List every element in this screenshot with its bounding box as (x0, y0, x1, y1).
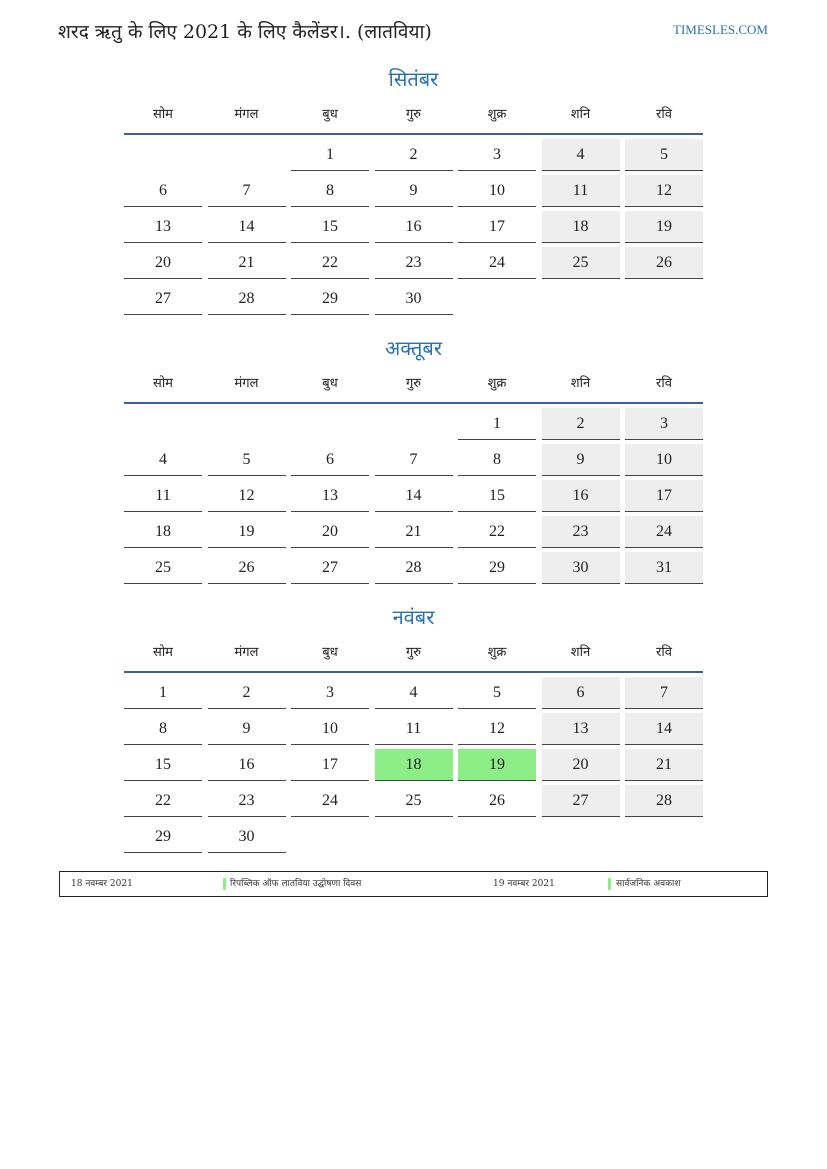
week-row (124, 552, 703, 588)
day-cell[interactable]: 15 (458, 480, 536, 512)
day-cell[interactable]: 17 (291, 749, 369, 781)
day-cell[interactable]: 1 (124, 677, 202, 709)
page-title: शरद ऋतु के लिए 2021 के लिए कैलेंडर।. (लातविया) (58, 21, 432, 43)
day-cell[interactable]: 13 (291, 480, 369, 512)
day-cell[interactable]: 31 (625, 552, 703, 584)
weekday-label: गुरु (405, 376, 422, 391)
day-cell[interactable]: 14 (375, 480, 453, 512)
site-link[interactable]: TIMESLES.COM (673, 22, 768, 37)
month-block (124, 333, 703, 588)
weekday-header (124, 366, 703, 398)
day-cell[interactable]: 27 (124, 283, 202, 315)
day-cell[interactable]: 9 (375, 175, 453, 207)
day-cell[interactable]: 4 (542, 139, 620, 171)
day-cell[interactable]: 4 (124, 444, 202, 476)
day-cell[interactable]: 21 (625, 749, 703, 781)
legend-date: 19 नवम्बर 2021 (493, 879, 555, 889)
day-cell[interactable]: 14 (625, 713, 703, 745)
day-cell[interactable]: 18 (124, 516, 202, 548)
weekday-label: मंगल (234, 107, 259, 122)
day-cell[interactable]: 11 (124, 480, 202, 512)
day-cell[interactable]: 27 (542, 785, 620, 817)
day-cell[interactable]: 15 (124, 749, 202, 781)
holiday-color-marker (223, 878, 226, 890)
day-cell[interactable]: 28 (375, 552, 453, 584)
weekday-label: शुक्र (487, 645, 507, 660)
day-cell[interactable]: 3 (625, 408, 703, 440)
day-cell[interactable]: 19 (208, 516, 286, 548)
day-cell[interactable]: 16 (375, 211, 453, 243)
empty-day-cell (625, 283, 703, 314)
day-cell[interactable]: 17 (625, 480, 703, 512)
day-cell[interactable]: 5 (458, 677, 536, 709)
month-title: अक्तूबर (385, 336, 442, 360)
weekday-label: मंगल (234, 645, 259, 660)
day-cell[interactable]: 16 (542, 480, 620, 512)
day-cell[interactable]: 12 (208, 480, 286, 512)
day-cell[interactable]: 15 (291, 211, 369, 243)
week-row (124, 821, 703, 857)
day-cell[interactable]: 7 (208, 175, 286, 207)
weekday-label: शनि (570, 645, 591, 660)
day-cell[interactable]: 24 (291, 785, 369, 817)
empty-day-cell (375, 408, 453, 439)
weekday-header (124, 97, 703, 129)
day-cell[interactable]: 8 (124, 713, 202, 745)
day-cell[interactable]: 7 (375, 444, 453, 476)
week-row (124, 247, 703, 283)
week-row (124, 749, 703, 785)
day-cell[interactable]: 6 (542, 677, 620, 709)
day-cell[interactable]: 30 (208, 821, 286, 853)
holiday-day-cell[interactable]: 19 (458, 749, 536, 781)
day-cell[interactable]: 6 (124, 175, 202, 207)
weekday-label: शुक्र (487, 107, 507, 122)
empty-day-cell (458, 283, 536, 314)
day-cell[interactable]: 22 (291, 247, 369, 279)
holiday-legend (59, 871, 768, 897)
weekday-label: रवि (656, 645, 672, 660)
day-cell[interactable]: 20 (124, 247, 202, 279)
day-cell[interactable]: 13 (542, 713, 620, 745)
day-cell[interactable]: 11 (542, 175, 620, 207)
month-title: सितंबर (388, 67, 439, 91)
legend-holiday-name: सार्वजनिक अवकाश (616, 879, 681, 889)
header-divider (124, 671, 703, 673)
day-cell[interactable]: 7 (625, 677, 703, 709)
day-cell[interactable]: 29 (291, 283, 369, 315)
day-cell[interactable]: 19 (625, 211, 703, 243)
day-cell[interactable]: 26 (625, 247, 703, 279)
day-cell[interactable]: 10 (291, 713, 369, 745)
day-cell[interactable]: 20 (291, 516, 369, 548)
day-cell[interactable]: 6 (291, 444, 369, 476)
legend-date: 18 नवम्बर 2021 (71, 879, 133, 889)
day-cell[interactable]: 27 (291, 552, 369, 584)
month-block (124, 64, 703, 319)
day-cell[interactable]: 28 (625, 785, 703, 817)
day-cell[interactable]: 22 (124, 785, 202, 817)
day-cell[interactable]: 25 (375, 785, 453, 817)
week-row (124, 408, 703, 444)
day-cell[interactable]: 18 (542, 211, 620, 243)
weekday-label: शनि (570, 107, 591, 122)
day-cell[interactable]: 26 (458, 785, 536, 817)
day-cell[interactable]: 25 (542, 247, 620, 279)
day-cell[interactable]: 8 (458, 444, 536, 476)
day-cell[interactable]: 24 (458, 247, 536, 279)
week-row (124, 139, 703, 175)
weekday-label: रवि (656, 107, 672, 122)
weekday-label: मंगल (234, 376, 259, 391)
weekday-label: सोम (153, 107, 173, 122)
empty-day-cell (208, 139, 286, 170)
day-cell[interactable]: 23 (375, 247, 453, 279)
day-cell[interactable]: 12 (625, 175, 703, 207)
holiday-day-cell[interactable]: 18 (375, 749, 453, 781)
empty-day-cell (625, 821, 703, 852)
weekday-label: शुक्र (487, 376, 507, 391)
week-row (124, 480, 703, 516)
day-cell[interactable]: 21 (375, 516, 453, 548)
day-cell[interactable]: 3 (458, 139, 536, 171)
month-block (124, 602, 703, 857)
week-row (124, 175, 703, 211)
day-cell[interactable]: 5 (625, 139, 703, 171)
day-cell[interactable]: 23 (208, 785, 286, 817)
day-cell[interactable]: 10 (458, 175, 536, 207)
empty-day-cell (208, 408, 286, 439)
day-cell[interactable]: 23 (542, 516, 620, 548)
day-cell[interactable]: 14 (208, 211, 286, 243)
week-row (124, 785, 703, 821)
day-cell[interactable]: 9 (208, 713, 286, 745)
week-row (124, 713, 703, 749)
empty-day-cell (542, 821, 620, 852)
weekday-label: गुरु (405, 107, 422, 122)
weekday-label: बुध (322, 645, 338, 660)
empty-day-cell (291, 408, 369, 439)
day-cell[interactable]: 22 (458, 516, 536, 548)
weekday-label: बुध (322, 376, 338, 391)
week-row (124, 211, 703, 247)
day-cell[interactable]: 9 (542, 444, 620, 476)
day-cell[interactable]: 2 (542, 408, 620, 440)
week-row (124, 283, 703, 319)
day-cell[interactable]: 2 (208, 677, 286, 709)
empty-day-cell (542, 283, 620, 314)
day-cell[interactable]: 13 (124, 211, 202, 243)
day-cell[interactable]: 2 (375, 139, 453, 171)
day-cell[interactable]: 29 (458, 552, 536, 584)
week-row (124, 516, 703, 552)
day-cell[interactable]: 4 (375, 677, 453, 709)
day-cell[interactable]: 30 (542, 552, 620, 584)
week-row (124, 677, 703, 713)
day-cell[interactable]: 20 (542, 749, 620, 781)
day-cell[interactable]: 28 (208, 283, 286, 315)
empty-day-cell (124, 139, 202, 170)
day-cell[interactable]: 30 (375, 283, 453, 315)
weekday-label: गुरु (405, 645, 422, 660)
weekday-label: सोम (153, 645, 173, 660)
day-cell[interactable]: 5 (208, 444, 286, 476)
day-cell[interactable]: 1 (458, 408, 536, 440)
empty-day-cell (458, 821, 536, 852)
day-cell[interactable]: 1 (291, 139, 369, 171)
weekday-label: शनि (570, 376, 591, 391)
empty-day-cell (124, 408, 202, 439)
empty-day-cell (375, 821, 453, 852)
header-divider (124, 133, 703, 135)
day-cell[interactable]: 16 (208, 749, 286, 781)
weekday-label: रवि (656, 376, 672, 391)
day-cell[interactable]: 25 (124, 552, 202, 584)
day-cell[interactable]: 29 (124, 821, 202, 853)
header-divider (124, 402, 703, 404)
week-row (124, 444, 703, 480)
day-cell[interactable]: 11 (375, 713, 453, 745)
holiday-color-marker (608, 878, 611, 890)
day-cell[interactable]: 21 (208, 247, 286, 279)
day-cell[interactable]: 10 (625, 444, 703, 476)
day-cell[interactable]: 17 (458, 211, 536, 243)
weekday-label: सोम (153, 376, 173, 391)
weekday-header (124, 635, 703, 667)
day-cell[interactable]: 12 (458, 713, 536, 745)
day-cell[interactable]: 3 (291, 677, 369, 709)
month-title: नवंबर (392, 605, 435, 629)
weekday-label: बुध (322, 107, 338, 122)
day-cell[interactable]: 24 (625, 516, 703, 548)
legend-holiday-name: रिपब्लिक ऑफ लातविया उद्घोषणा दिवस (230, 879, 362, 889)
empty-day-cell (291, 821, 369, 852)
day-cell[interactable]: 8 (291, 175, 369, 207)
day-cell[interactable]: 26 (208, 552, 286, 584)
